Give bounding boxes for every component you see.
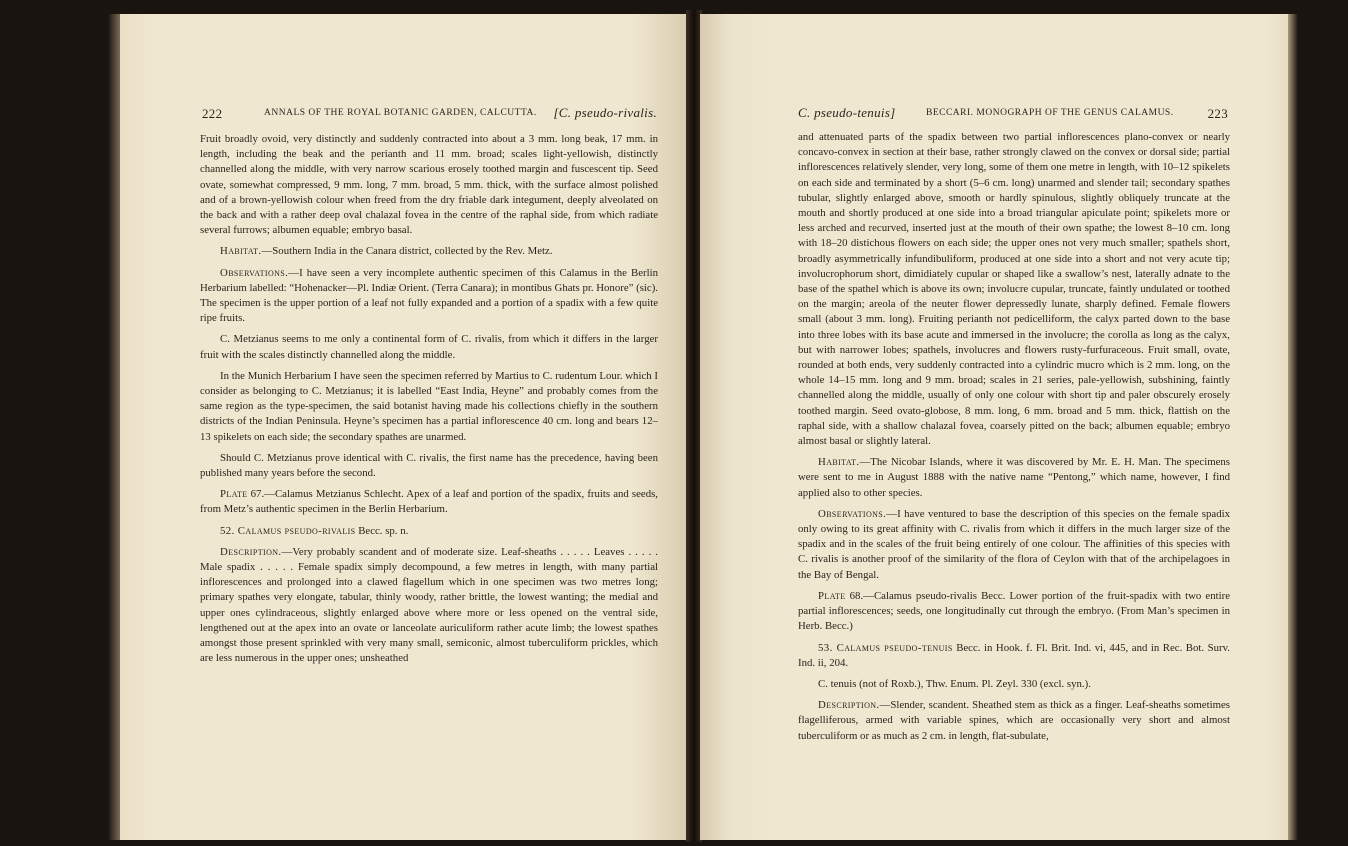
habitat-label: Habitat. <box>818 456 860 469</box>
description-label: Description. <box>818 699 880 712</box>
precedence-paragraph: Should C. Metzianus prove identical with C. rivalis, the first name has the precedence, having been published many years before the second. <box>200 451 658 480</box>
species-52-name: 52. Calamus pseudo-rivalis <box>220 524 356 537</box>
species-53-heading <box>798 641 1230 671</box>
fruit-paragraph: Fruit broadly ovoid, very distinctly and suddenly contracted into about a 3 mm. long beak, 17 mm. in length, including the beak and the perianth and 11 mm. broad; scales light-yellowish, distinctly channelled along the middle, with very narrow scarious erosely toothed margin and fuscescent tip. Seed ovate, somewhat compressed, 9 mm. long, 7 mm. broad, 5 mm. thick, with the surface almost polished and of a brown-yellowish colour when freed from the dry friable dark integument, deeply alveolated on the back and with a rather deep oval chalazal fovea in the centre of the raphal side, from which radiate several furrows; albumen equable; embryo basal. <box>200 133 658 237</box>
left-page <box>120 14 688 840</box>
observations-text: —I have ventured to base the description of this species on the female spadix only owing to its great affinity with C. rivalis from which it differs in the much larger size of the spadix and in the scales of the fruit being entirely of one colour. The affinities of this species with C. rivalis is another proof of the similarity of the flora of Ceylon with that of the archipelagoes in the Bay of Bengal. <box>798 507 1230 581</box>
description-paragraph <box>200 545 658 667</box>
right-running-plant: C. pseudo-tenuis] <box>798 105 896 120</box>
right-page-number: 223 <box>1207 106 1228 121</box>
species-52-authority: Becc. sp. n. <box>355 524 409 537</box>
habitat-paragraph <box>798 455 1230 501</box>
species-52-heading <box>200 524 658 539</box>
observations-label: Observations. <box>220 266 289 279</box>
plate-text: 68.—Calamus pseudo-rivalis Becc. Lower portion of the fruit-spadix with two entire partial inflorescences; seeds, one longitudinally cut through the embryo. (From Man’s specimen in Herb. Becc.) <box>798 589 1230 633</box>
description-text: —Slender, scandent. Sheathed stem as thick as a finger. Leaf-sheaths sometimes flagelliferous, armed with variable spines, which are occasionally very short and almost tuberculiform or as much as 2 cm. in length, flat-subulate, <box>798 699 1230 742</box>
left-page-body <box>200 132 658 673</box>
plate-68-paragraph <box>798 589 1230 635</box>
plate-label: Plate <box>818 589 846 602</box>
left-running-title: ANNALS OF THE ROYAL BOTANIC GARDEN, CALCUTTA. <box>264 108 537 118</box>
description-text: —Very probably scandent and of moderate size. Leaf-sheaths . . . . . Leaves . . . . . Male spadix . . . . . Female spadix simply decompound, a few metres in length, with many partial inflorescences and prolonged into a clawed flagellum which in one specimen was two metres long; primary spathes very elongate, tabular, thinly woody, rather brittle, the lowest wanting; the medial and upper ones cylindraceous, slightly enlarged above where more or less opened on the ventral side, lengthened out at the apex into an ovate or lanceolate auriculiform rather acute limb; the lowest spathes amongst those present sprinkled with very many small, semiconic, almost tuberculiform prickles, which are less numerous in the upper ones; unsheathed <box>200 545 658 665</box>
species-53-name: 53. Calamus pseudo-tenuis <box>818 641 953 654</box>
metzianus-paragraph: C. Metzianus seems to me only a continental form of C. rivalis, from which it differs in the larger fruit with the scales distinctly channelled along the middle. <box>200 333 658 361</box>
left-running-plant: [C. pseudo-rivalis. <box>553 105 657 120</box>
right-running-title: BECCARI. MONOGRAPH OF THE GENUS CALAMUS. <box>926 108 1174 118</box>
habitat-text: —The Nicobar Islands, where it was discovered by Mr. E. H. Man. The specimens were sent to me in August 1888 with the native name “Pentong,” which name, however, I find applied also to other species. <box>798 456 1230 499</box>
habitat-paragraph <box>200 244 658 259</box>
species-53-reference: Becc. in Hook. f. Fl. Brit. Ind. vi, 445, and in Rec. Bot. Surv. Ind. ii, 204. <box>798 641 1231 669</box>
right-page-edge <box>1288 14 1298 840</box>
right-page <box>700 14 1290 840</box>
right-page-body <box>798 130 1230 750</box>
habitat-text: —Southern India in the Canara district, collected by the Rev. Metz. <box>261 245 553 258</box>
spadix-paragraph: and attenuated parts of the spadix between two partial inflorescences plano-convex or nearly concavo-convex in section at their base, rather strongly clawed on the convex or dorsal side; partial inflorescences relatively slender, very long, some of them one metre in length, with 10–12 spikelets on each side and terminated by a short (5–6 cm. long) unarmed and slender tail; secondary spathes tubular, slightly enlarged above, smooth or hardly spinulous, slightly obliquely truncate at the mouth and shortly produced at one side into a broad triangular apiculate point; spikelets more or less arched and recurved, inserted just at the mouth of their own spathe; the lowest 8–10 cm. long with 18–20 distichous flowers on each side; the upper ones not very much smaller; spathels short, broadly asymmetrically infundibuliform, produced at one side into a short and not very acute tip; involucrophorum short, dimidiately cupular or shaped like a swallow’s nest, laterally adnate to the base of the spathel which is above its own; involucre cupular, truncate, faintly undulated or toothed on the margin; areola of the neuter flower depressedly lunate, sharply defined. Female flowers small (about 3 mm. long). Fruiting perianth not pedicelliform, the calyx parted down to the base into three lobes with its base acute and immersed in the involucre; the corolla as long as the calyx, but with narrower lobes; spathels, involucres and flowers rusty-furfuraceous. Fruit small, ovate, rounded at both ends, very suddenly contracted into a cylindric mucro which is 2 mm. long, on the whole 14–15 mm. long and 9 mm. broad; scales in 21 series, pale-yellowish, subshining, faintly channelled along the middle, usually of only one colour with short tip and paler obscurely erosely toothed margin. Seed ovato-globose, 8 mm. long, 6 mm. broad and 5 mm. thick, flattish on the raphal side, with a shallow chalazal fovea, coarsely pitted on the back; albumen equable; embryo almost basal or slightly lateral. <box>798 131 1230 448</box>
observations-label: Observations. <box>818 507 887 520</box>
plate-text: 67.—Calamus Metzianus Schlecht. Apex of a leaf and portion of the spadix, fruits and seeds, from Metz’s authentic specimen in the Berlin Herbarium. <box>200 488 658 516</box>
description-label: Description. <box>220 545 282 558</box>
description-paragraph <box>798 698 1230 744</box>
left-page-number: 222 <box>202 106 223 121</box>
plate-label: Plate <box>220 488 248 501</box>
habitat-label: Habitat. <box>220 245 262 258</box>
munich-herbarium-paragraph: In the Munich Herbarium I have seen the specimen referred by Martius to C. rudentum Lour. which I consider as belonging to C. Metzianus; it is labelled “East India, Heyne” and probably comes from the same region as the type-specimen, the said botanist having made his collections chiefly in the southern districts of the Indian Peninsula. Heyne’s specimen has a partial inflorescence 40 cm. long and bears 12–13 spikelets on each side; the secondary spathes are unarmed. <box>200 369 658 443</box>
observations-paragraph <box>798 507 1230 583</box>
observations-paragraph <box>200 266 658 327</box>
plate-67-paragraph <box>200 487 658 517</box>
synonym-paragraph: C. tenuis (not of Roxb.), Thw. Enum. Pl. Zeyl. 330 (excl. syn.). <box>818 677 1091 690</box>
observations-text: —I have seen a very incomplete authentic specimen of this Calamus in the Berlin Herbarium labelled: “Hohenacker—Pl. Indiæ Orient. (Terra Canara); in montibus Ghats pr. Honore” (sic). The specimen is the upper portion of a leaf not fully expanded and a portion of a spadix with a few quite ripe fruits. <box>200 266 658 325</box>
